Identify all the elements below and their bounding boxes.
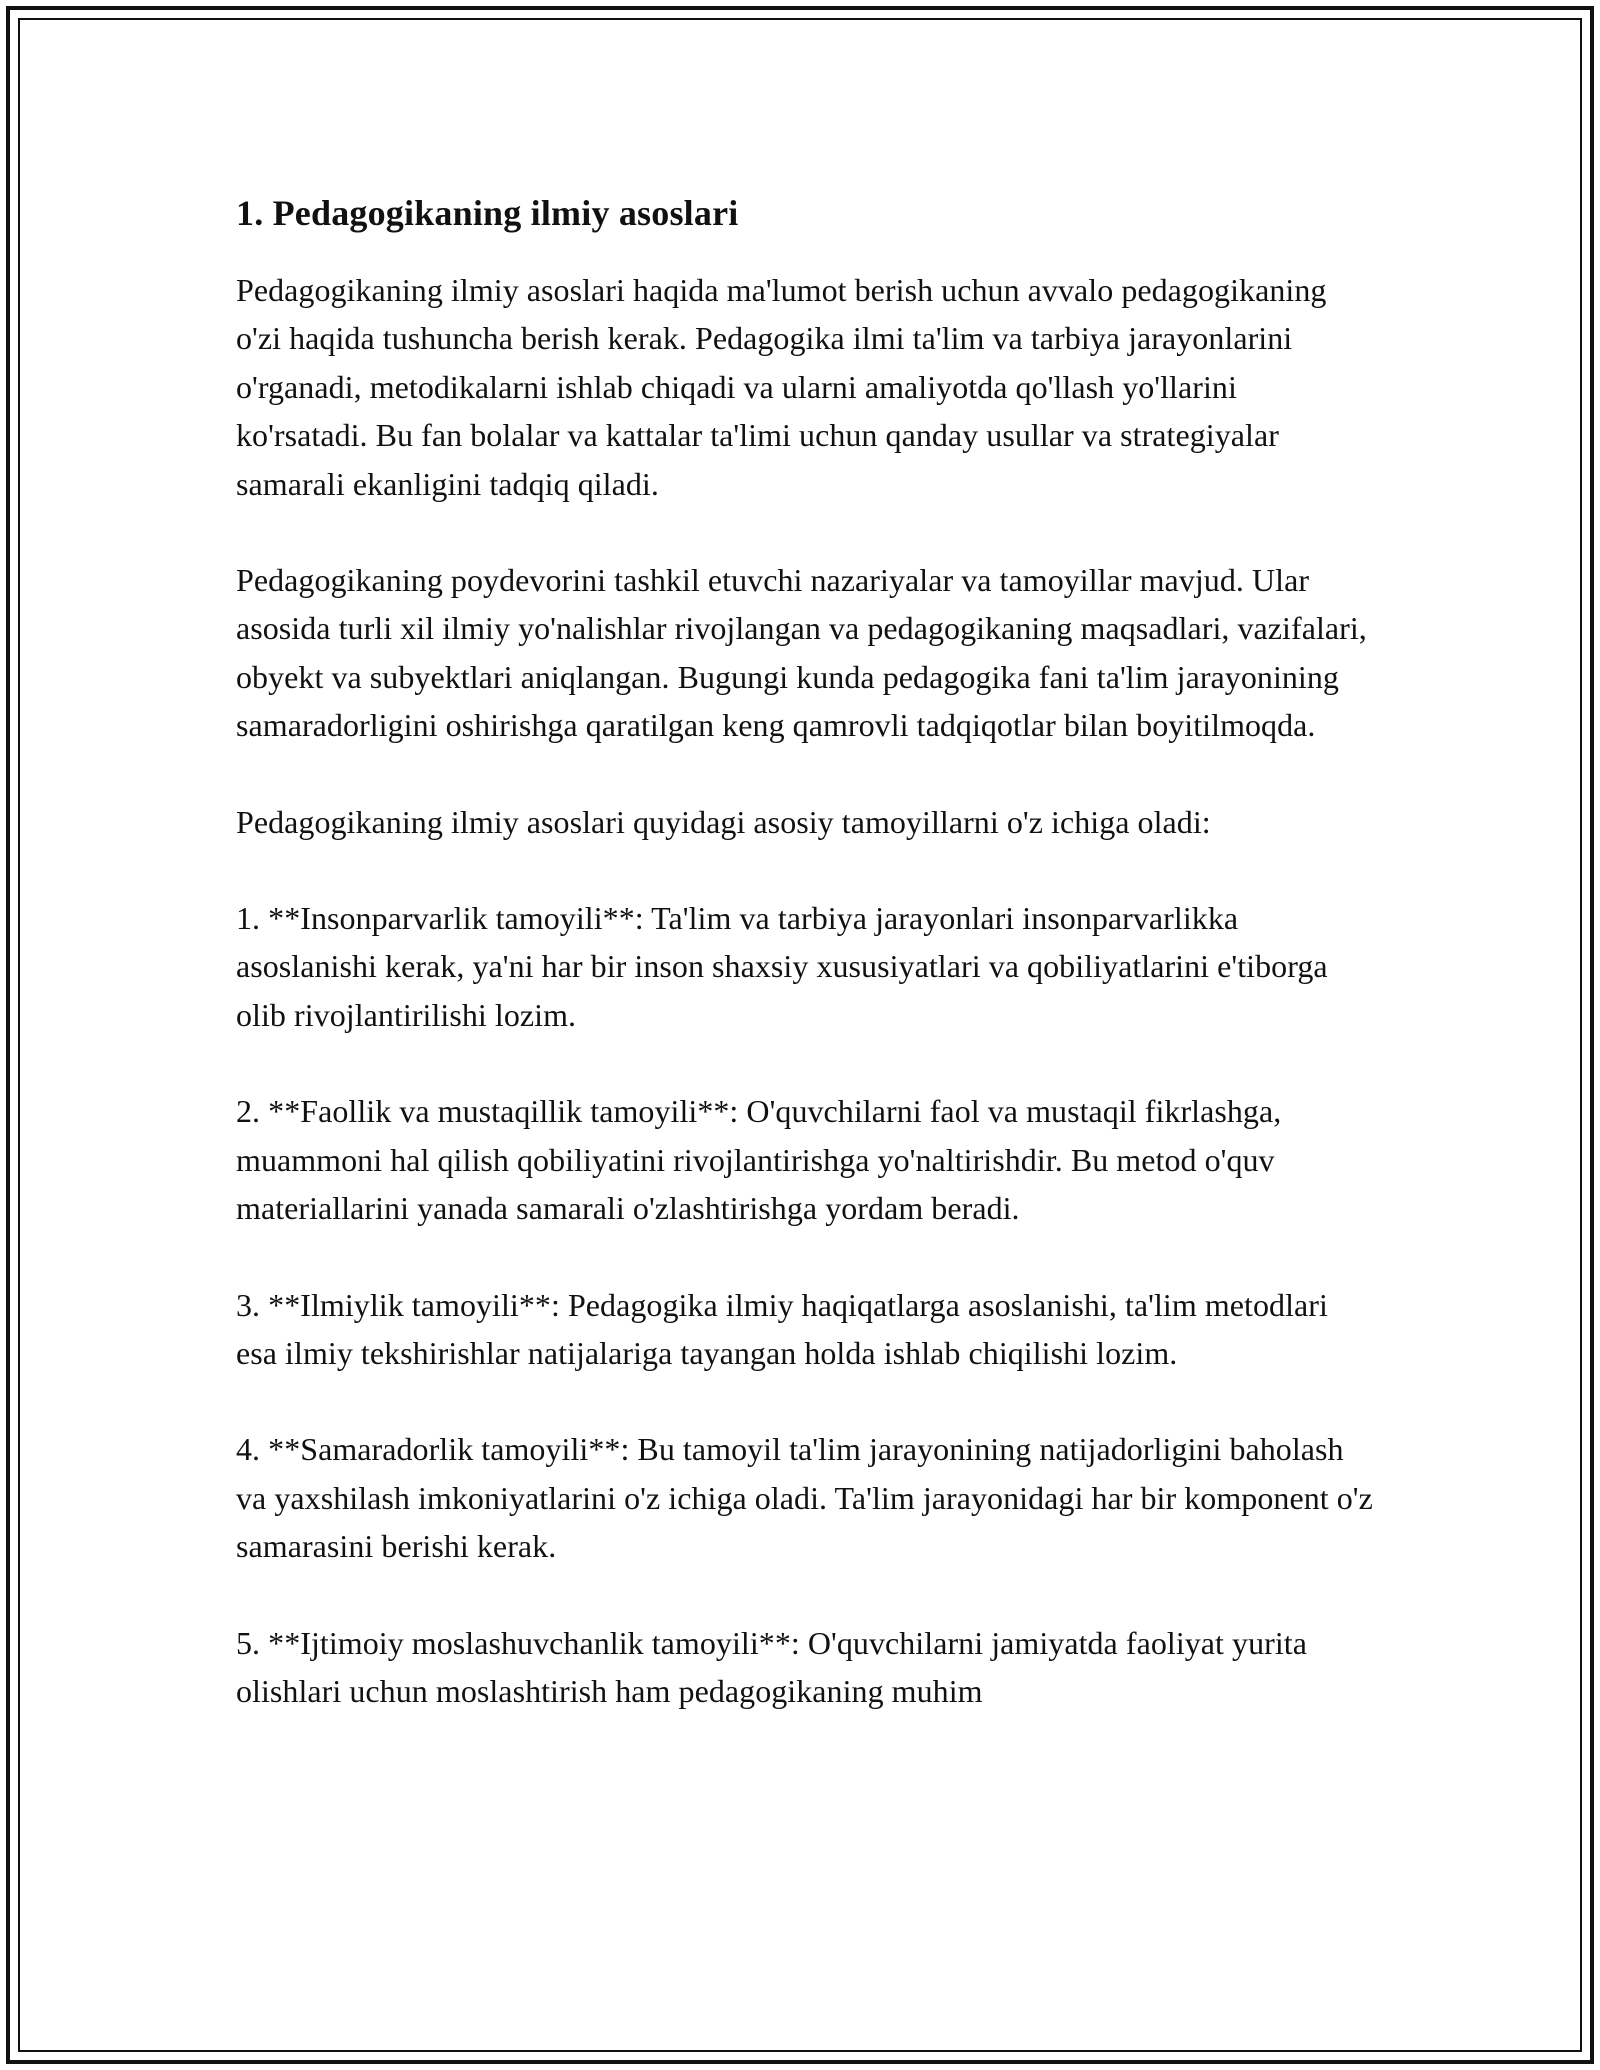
principle-item-1: 1. **Insonparvarlik tamoyili**: Ta'lim va tarbiya jarayonlari insonparvarlikka asoslanishi kerak, ya'ni har bir inson shaxsiy xususiyatlari va qobiliyatlarini e'tiborga olib rivojlantirilishi lozim. — [236, 900, 1328, 1033]
foundations-paragraph: Pedagogikaning poydevorini tashkil etuvchi nazariyalar va tamoyillar mavjud. Ular asosida turli xil ilmiy yo'nalishlar rivojlangan va pedagogikaning maqsadlari, vazifalari, obyekt va subyektlari aniqlangan. Bugungi kunda pedagogika fani ta'lim jarayonining samaradorligini oshirishga qaratilgan keng qamrovli tadqiqotlar bilan boyitilmoqda. — [236, 562, 1367, 744]
principle-item-4: 4. **Samaradorlik tamoyili**: Bu tamoyil ta'lim jarayonining natijadorligini baholash va yaxshilash imkoniyatlarini o'z ichiga oladi. Ta'lim jarayonidagi har bir komponent o'z samarasini berishi kerak. — [236, 1431, 1373, 1565]
section-title: 1. Pedagogikaning ilmiy asoslari — [236, 193, 739, 233]
intro-paragraph: Pedagogikaning ilmiy asoslari haqida ma'lumot berish uchun avvalo pedagogikaning o'zi haqida tushuncha berish kerak. Pedagogika ilmi ta'lim va tarbiya jarayonlarini o'rganadi, metodikalarni ishlab chiqadi va ularni amaliyotda qo'llash yo'llarini ko'rsatadi. Bu fan bolalar va kattalar ta'limi uchun qanday usullar va strategiyalar samarali ekanligini tadqiq qiladi. — [236, 272, 1327, 502]
principle-item-2: 2. **Faollik va mustaqillik tamoyili**: O'quvchilarni faol va mustaqil fikrlashga, muammoni hal qilish qobiliyatini rivojlantirishga yo'naltirishdir. Bu metod o'quv materiallarini yanada samarali o'zlashtirishga yordam beradi. — [236, 1093, 1282, 1227]
principle-item-3: 3. **Ilmiylik tamoyili**: Pedagogika ilmiy haqiqatlarga asoslanishi, ta'lim metodlari esa ilmiy tekshirishlar natijalariga tayangan holda ishlab chiqilishi lozim. — [236, 1286, 1328, 1371]
principle-item-5: 5. **Ijtimoiy moslashuvchanlik tamoyili**: O'quvchilarni jamiyatda faoliyat yurita olishlari uchun moslashtirish ham pedagogikaning muhim — [236, 1624, 1307, 1709]
document-body — [236, 186, 1376, 1763]
principles-lead-paragraph: Pedagogikaning ilmiy asoslari quyidagi asosiy tamoyillarni o'z ichiga oladi: — [236, 803, 1211, 840]
